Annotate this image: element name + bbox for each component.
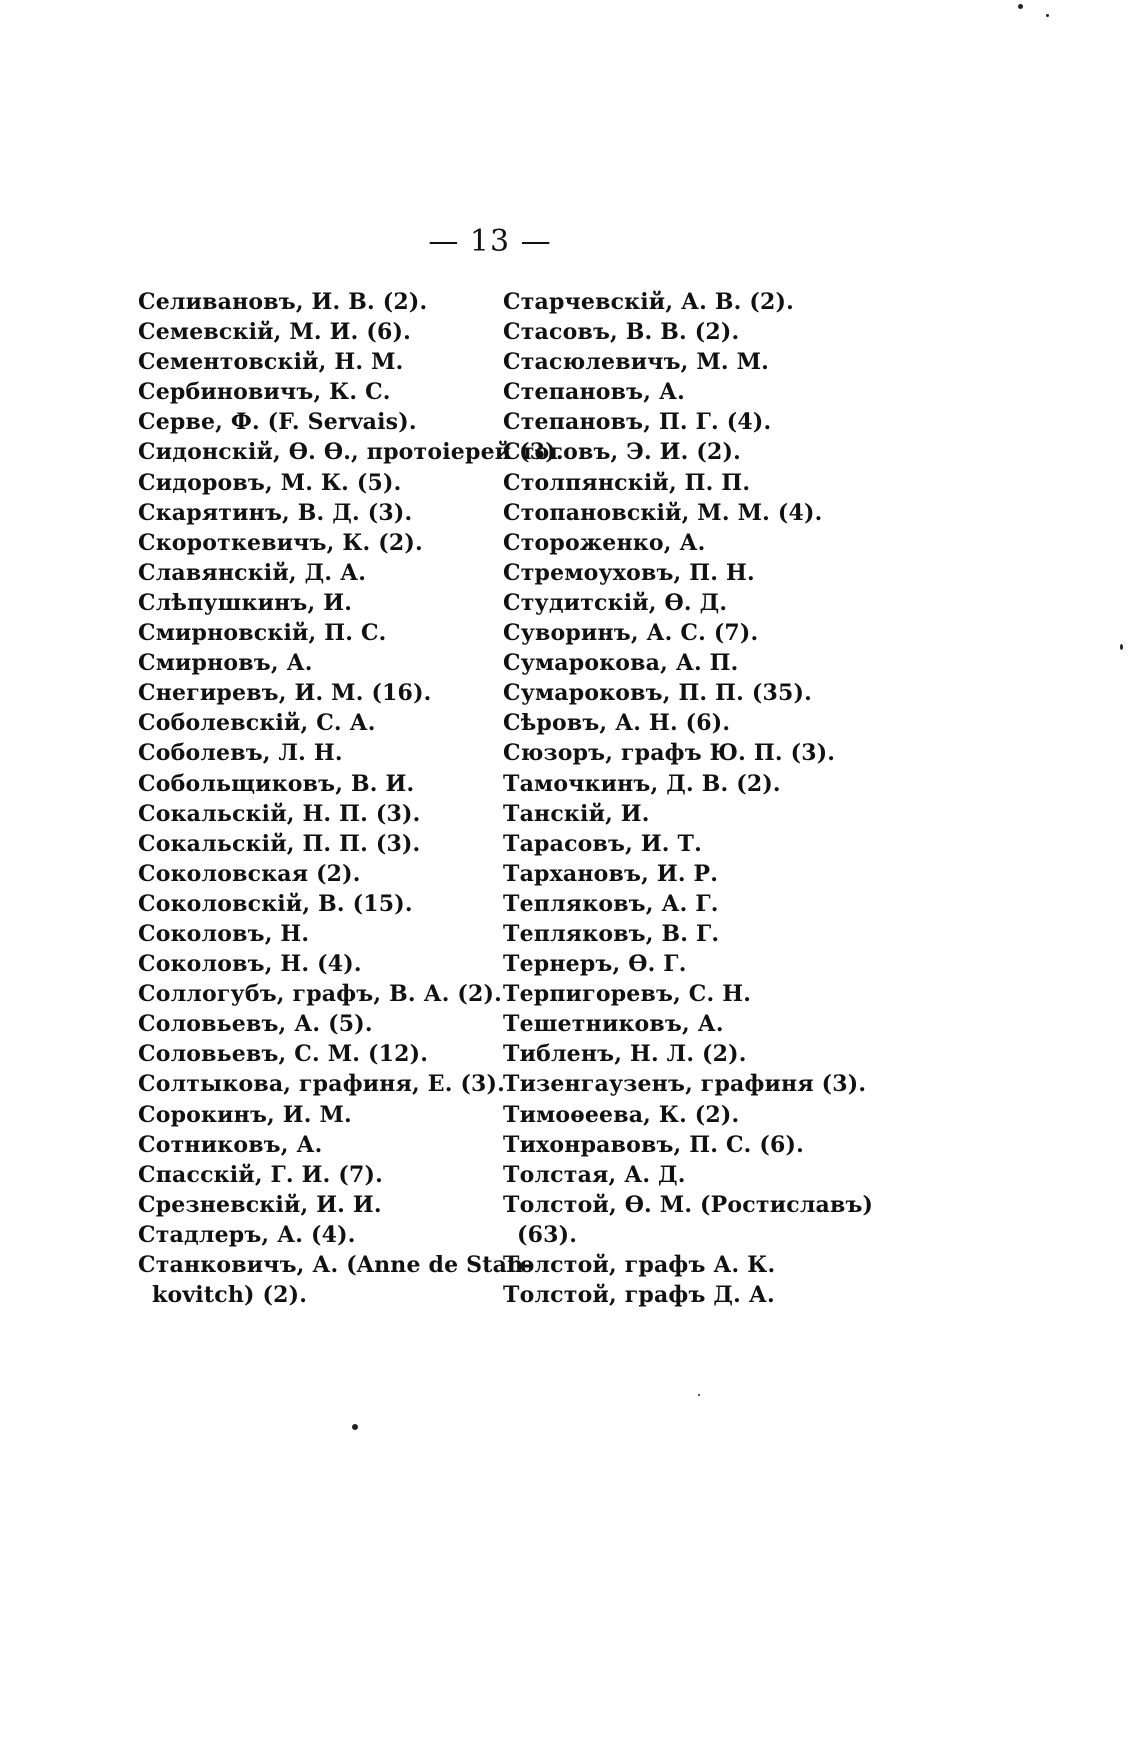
index-entry: Срезневскій, И. И. [138, 1191, 382, 1218]
index-entry: Солтыкова, графиня, Е. (3). [138, 1071, 506, 1098]
index-entry: Стремоуховъ, П. Н. [503, 559, 755, 586]
index-entry: Тизенгаузенъ, графиня (3). [503, 1071, 867, 1098]
index-entry: Серве, Ф. (F. Servais). [138, 409, 417, 436]
index-entry: Толстая, А. Д. [503, 1161, 686, 1188]
scan-speck [352, 1424, 358, 1430]
index-entry: Спасскій, Г. И. (7). [138, 1161, 383, 1188]
index-entry: Сокальскій, Н. П. (3). [138, 800, 421, 827]
index-entry: Снегиревъ, И. М. (16). [138, 680, 432, 707]
index-entry: Стадлеръ, А. (4). [138, 1221, 356, 1248]
index-entry: Соловьевъ, С. М. (12). [138, 1041, 429, 1068]
index-entry: Сюзоръ, графъ Ю. П. (3). [503, 740, 836, 767]
index-entry: Столпянскій, П. П. [503, 469, 751, 496]
index-entry: Суворинъ, А. С. (7). [503, 620, 759, 647]
index-entry: Тархановъ, И. Р. [503, 860, 719, 887]
index-column-right [503, 287, 874, 1310]
index-entry: Тимоѳеева, К. (2). [503, 1101, 740, 1128]
index-entry: Тернеръ, Ѳ. Г. [503, 951, 687, 978]
index-entry: Старчевскій, А. В. (2). [503, 289, 794, 315]
index-entry: Семевскій, М. И. (6). [138, 319, 411, 346]
index-entry: Стоговъ, Э. И. (2). [503, 439, 741, 466]
index-entry: Сербиновичъ, К. С. [138, 379, 391, 406]
index-entry: Стопановскій, М. М. (4). [503, 499, 823, 526]
index-entry: Стороженко, А. [503, 529, 706, 556]
index-entry: Соллогубъ, графъ, В. А. (2). [138, 981, 503, 1008]
index-entry: Смирновъ, А. [138, 650, 313, 677]
index-entry: Сидоровъ, М. К. (5). [138, 469, 402, 496]
index-entry: Сементовскій, Н. М. [138, 349, 404, 376]
index-entry: Сидонскій, Ѳ. Ѳ., протоіерей (3). [138, 439, 564, 466]
index-entry: Тепляковъ, В. Г. [503, 920, 720, 947]
index-entry: Сотниковъ, А. [138, 1131, 323, 1158]
index-entry: Сокальскій, П. П. (3). [138, 830, 421, 857]
index-entry: Смирновскій, П. С. [138, 620, 387, 647]
index-entry: Скороткевичъ, К. (2). [138, 529, 423, 556]
index-entry: Славянскій, Д. А. [138, 559, 367, 586]
index-entry: Соколовъ, Н. [138, 920, 310, 947]
index-entry: Тарасовъ, И. Т. [503, 830, 702, 857]
page-number: — 13 — [428, 224, 552, 259]
index-entry: Терпигоревъ, С. Н. [503, 981, 752, 1008]
index-entry: Сорокинъ, И. М. [138, 1101, 352, 1128]
index-entry: Тепляковъ, А. Г. [503, 890, 719, 917]
index-entry: Сѣровъ, А. Н. (6). [503, 710, 731, 737]
index-entry-continuation: kovitch) (2). [152, 1282, 308, 1309]
scan-speck [1046, 14, 1049, 17]
index-entry: Толстой, Ѳ. М. (Ростиславъ) [503, 1191, 874, 1218]
index-entry: Тешетниковъ, А. [503, 1011, 724, 1038]
index-entry: Станковичъ, А. (Anne de Stan- [138, 1252, 533, 1278]
index-entry: Сумароковъ, П. П. (35). [503, 680, 812, 707]
index-entry: Соколовъ, Н. (4). [138, 951, 362, 978]
index-entry: Селивановъ, И. В. (2). [138, 289, 428, 315]
index-entry: Степановъ, А. [503, 379, 685, 406]
index-entry: Толстой, графъ А. К. [503, 1252, 776, 1278]
index-entry: Тибленъ, Н. Л. (2). [503, 1041, 747, 1068]
index-entry: Скарятинъ, В. Д. (3). [138, 499, 413, 526]
index-entry: Степановъ, П. Г. (4). [503, 409, 772, 436]
scan-speck [1018, 4, 1023, 9]
index-entry: Стасовъ, В. В. (2). [503, 319, 740, 346]
index-entry: Стасюлевичъ, М. М. [503, 349, 770, 376]
index-entry: Сумарокова, А. П. [503, 650, 739, 677]
scan-speck [1120, 644, 1123, 650]
index-entry: Собольщиковъ, В. И. [138, 770, 415, 797]
index-entry: Танскій, И. [503, 800, 650, 827]
index-entry: Слѣпушкинъ, И. [138, 589, 353, 616]
index-entry: Тихонравовъ, П. С. (6). [503, 1131, 804, 1158]
index-entry: Соколовскій, В. (15). [138, 890, 413, 917]
index-entry: Соболевъ, Л. Н. [138, 740, 343, 767]
index-entry: Студитскій, Ѳ. Д. [503, 589, 728, 616]
index-entry: Толстой, графъ Д. А. [503, 1282, 775, 1309]
index-entry: Соболевскій, С. А. [138, 710, 376, 737]
index-entry: Соколовская (2). [138, 860, 361, 887]
index-entry-continuation: (63). [517, 1221, 578, 1248]
index-entry: Соловьевъ, А. (5). [138, 1011, 373, 1038]
index-entry: Тамочкинъ, Д. В. (2). [503, 770, 781, 797]
scan-speck [698, 1394, 700, 1396]
